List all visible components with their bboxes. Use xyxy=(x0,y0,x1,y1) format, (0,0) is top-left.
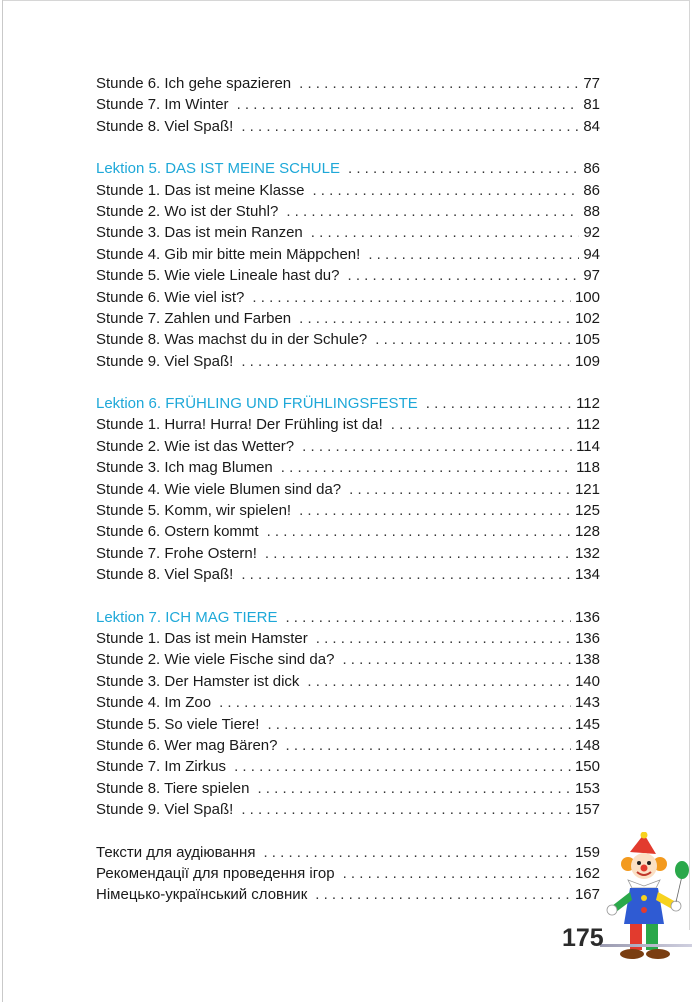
toc-entry-page: 112 xyxy=(576,416,600,434)
toc-leader-dots xyxy=(219,692,571,713)
toc-leader-dots xyxy=(368,244,579,265)
toc-leader-dots xyxy=(234,756,571,777)
toc-row[interactable] xyxy=(96,244,600,265)
toc-entry-page: 153 xyxy=(574,779,600,797)
toc-leader-dots xyxy=(348,158,579,179)
toc-leader-dots xyxy=(312,180,579,201)
toc-section-lektion-6 xyxy=(96,393,600,586)
toc-heading-page: 136 xyxy=(574,608,600,626)
toc-entry-title: Stunde 1. Hurra! Hurra! Der Frühling ist da! xyxy=(96,416,383,434)
toc-row[interactable] xyxy=(96,714,600,735)
toc-entry-page: 138 xyxy=(574,651,600,669)
toc-leader-dots xyxy=(426,393,572,414)
toc-entry-title: Stunde 8. Viel Spaß! xyxy=(96,117,234,135)
toc-leader-dots xyxy=(342,649,571,670)
toc-entry-page: 97 xyxy=(583,267,600,285)
toc-heading-title: Lektion 6. FRÜHLING UND FRÜHLINGSFESTE xyxy=(96,395,418,413)
toc-entry-page: 145 xyxy=(574,715,600,733)
toc-leader-dots xyxy=(311,222,580,243)
toc-row[interactable] xyxy=(96,436,600,457)
toc-row[interactable] xyxy=(96,692,600,713)
toc-leader-dots xyxy=(349,479,571,500)
toc-entry-page: 136 xyxy=(574,629,600,647)
toc-lesson-heading[interactable] xyxy=(96,393,600,414)
toc-row[interactable] xyxy=(96,457,600,478)
toc-leader-dots xyxy=(307,671,571,692)
toc-row[interactable] xyxy=(96,308,600,329)
toc-entry-page: 86 xyxy=(583,181,600,199)
toc-entry-page: 118 xyxy=(576,459,600,477)
toc-row[interactable] xyxy=(96,842,600,863)
toc-entry-page: 94 xyxy=(583,245,600,263)
toc-leader-dots xyxy=(316,628,571,649)
toc-leader-dots xyxy=(263,842,571,863)
toc-row[interactable] xyxy=(96,649,600,670)
toc-row[interactable] xyxy=(96,479,600,500)
toc-heading-page: 86 xyxy=(583,160,600,178)
toc-row[interactable] xyxy=(96,73,600,94)
toc-leader-dots xyxy=(257,778,571,799)
toc-leader-dots xyxy=(391,414,572,435)
toc-entry-title: Stunde 2. Wo ist der Stuhl? xyxy=(96,202,279,220)
toc-entry-title: Stunde 2. Wie viele Fische sind da? xyxy=(96,651,335,669)
toc-entry-page: 125 xyxy=(574,502,600,520)
toc-entry-page: 92 xyxy=(583,224,600,242)
toc-entry-page: 105 xyxy=(574,331,600,349)
toc-entry-page: 150 xyxy=(574,758,600,776)
clown-mascot-icon xyxy=(590,832,692,972)
page-frame-left xyxy=(2,0,3,1002)
toc-entry-page: 77 xyxy=(583,75,600,92)
toc-row[interactable] xyxy=(96,543,600,564)
toc-row[interactable] xyxy=(96,628,600,649)
toc-row[interactable] xyxy=(96,564,600,585)
toc-row[interactable] xyxy=(96,287,600,308)
toc-entry-title: Stunde 5. So viele Tiere! xyxy=(96,715,260,733)
table-of-contents xyxy=(96,73,600,906)
toc-leader-dots xyxy=(348,265,580,286)
toc-entry-page: 109 xyxy=(574,352,600,370)
toc-row[interactable] xyxy=(96,180,600,201)
toc-row[interactable] xyxy=(96,351,600,372)
toc-entry-title: Stunde 7. Im Zirkus xyxy=(96,758,227,776)
toc-row[interactable] xyxy=(96,201,600,222)
toc-entry-title: Stunde 6. Ich gehe spazieren xyxy=(96,75,292,92)
toc-entry-title: Stunde 2. Wie ist das Wetter? xyxy=(96,437,295,455)
toc-lesson-heading[interactable] xyxy=(96,607,600,628)
toc-row[interactable] xyxy=(96,521,600,542)
toc-entry-title: Рекомендації для проведення ігор xyxy=(96,864,335,882)
toc-entry-page: 88 xyxy=(583,202,600,220)
toc-entry-title: Stunde 3. Ich mag Blumen xyxy=(96,459,273,477)
toc-leader-dots xyxy=(315,884,571,905)
decorative-shelf-line xyxy=(600,944,692,947)
toc-entry-page: 100 xyxy=(574,288,600,306)
toc-leader-dots xyxy=(237,94,580,115)
toc-entry-title: Stunde 8. Tiere spielen xyxy=(96,779,250,797)
toc-entry-title: Німецько-український словник xyxy=(96,886,308,904)
toc-entry-title: Stunde 6. Wer mag Bären? xyxy=(96,736,278,754)
toc-row[interactable] xyxy=(96,778,600,799)
toc-row[interactable] xyxy=(96,265,600,286)
toc-entry-title: Stunde 3. Das ist mein Ranzen xyxy=(96,224,303,242)
toc-leader-dots xyxy=(265,543,571,564)
toc-entry-page: 159 xyxy=(574,843,600,861)
toc-entry-title: Stunde 1. Das ist meine Klasse xyxy=(96,181,305,199)
toc-entry-page: 148 xyxy=(574,736,600,754)
toc-row[interactable] xyxy=(96,884,600,905)
toc-entry-title: Stunde 4. Im Zoo xyxy=(96,694,212,712)
toc-entry-title: Stunde 5. Komm, wir spielen! xyxy=(96,502,292,520)
toc-row[interactable] xyxy=(96,671,600,692)
toc-row[interactable] xyxy=(96,116,600,137)
toc-lesson-heading[interactable] xyxy=(96,158,600,179)
toc-entry-page: 134 xyxy=(574,566,600,584)
toc-entry-title: Stunde 8. Was machst du in der Schule? xyxy=(96,331,368,349)
toc-entry-page: 128 xyxy=(574,523,600,541)
toc-heading-title: Lektion 7. ICH MAG TIERE xyxy=(96,608,278,626)
page-number: 175 xyxy=(562,924,604,952)
toc-row[interactable] xyxy=(96,500,600,521)
toc-entry-title: Stunde 6. Ostern kommt xyxy=(96,523,259,541)
toc-row[interactable] xyxy=(96,222,600,243)
toc-section-lektion-5 xyxy=(96,158,600,372)
toc-row[interactable] xyxy=(96,756,600,777)
toc-entry-title: Stunde 5. Wie viele Lineale hast du? xyxy=(96,267,340,285)
toc-leader-dots xyxy=(299,73,579,94)
toc-leader-dots xyxy=(241,564,571,585)
toc-entry-title: Stunde 4. Gib mir bitte mein Mäppchen! xyxy=(96,245,361,263)
toc-entry-title: Stunde 7. Im Winter xyxy=(96,96,229,114)
toc-leader-dots xyxy=(299,500,571,521)
toc-section-continuation xyxy=(96,73,600,137)
toc-leader-dots xyxy=(299,308,571,329)
toc-heading-title: Lektion 5. DAS IST MEINE SCHULE xyxy=(96,160,340,178)
toc-entry-title: Stunde 9. Viel Spaß! xyxy=(96,352,234,370)
toc-leader-dots xyxy=(241,116,579,137)
toc-leader-dots xyxy=(286,735,571,756)
toc-leader-dots xyxy=(241,351,571,372)
toc-heading-page: 112 xyxy=(576,395,600,413)
toc-leader-dots xyxy=(267,714,571,735)
toc-entry-title: Stunde 1. Das ist mein Hamster xyxy=(96,629,308,647)
toc-entry-title: Stunde 6. Wie viel ist? xyxy=(96,288,245,306)
toc-entry-title: Stunde 4. Wie viele Blumen sind da? xyxy=(96,480,342,498)
toc-entry-title: Stunde 9. Viel Spaß! xyxy=(96,801,234,819)
toc-entry-page: 81 xyxy=(583,96,600,114)
toc-entry-page: 167 xyxy=(574,886,600,904)
toc-section-appendices xyxy=(96,842,600,906)
toc-row[interactable] xyxy=(96,414,600,435)
toc-row[interactable] xyxy=(96,735,600,756)
toc-leader-dots xyxy=(241,799,571,820)
toc-leader-dots xyxy=(281,457,572,478)
toc-leader-dots xyxy=(252,287,571,308)
page-frame-right xyxy=(689,0,690,930)
toc-entry-title: Stunde 7. Frohe Ostern! xyxy=(96,544,257,562)
toc-row[interactable] xyxy=(96,863,600,884)
toc-entry-page: 84 xyxy=(583,117,600,135)
toc-leader-dots xyxy=(343,863,571,884)
toc-entry-title: Stunde 7. Zahlen und Farben xyxy=(96,309,292,327)
toc-entry-page: 143 xyxy=(574,694,600,712)
toc-section-lektion-7 xyxy=(96,607,600,821)
toc-entry-page: 121 xyxy=(574,480,600,498)
toc-leader-dots xyxy=(286,201,579,222)
toc-entry-page: 157 xyxy=(574,801,600,819)
toc-row[interactable] xyxy=(96,329,600,350)
toc-entry-page: 114 xyxy=(576,437,600,455)
toc-entry-page: 132 xyxy=(574,544,600,562)
toc-entry-page: 162 xyxy=(574,864,600,882)
toc-leader-dots xyxy=(375,329,571,350)
toc-entry-title: Stunde 8. Viel Spaß! xyxy=(96,566,234,584)
toc-entry-title: Stunde 3. Der Hamster ist dick xyxy=(96,672,300,690)
toc-row[interactable] xyxy=(96,94,600,115)
page-frame-top xyxy=(2,0,690,1)
toc-row[interactable] xyxy=(96,799,600,820)
toc-leader-dots xyxy=(267,521,571,542)
toc-leader-dots xyxy=(285,607,571,628)
toc-entry-page: 140 xyxy=(574,672,600,690)
toc-entry-title: Тексти для аудіювання xyxy=(96,843,256,861)
toc-entry-page: 102 xyxy=(574,309,600,327)
toc-leader-dots xyxy=(302,436,572,457)
